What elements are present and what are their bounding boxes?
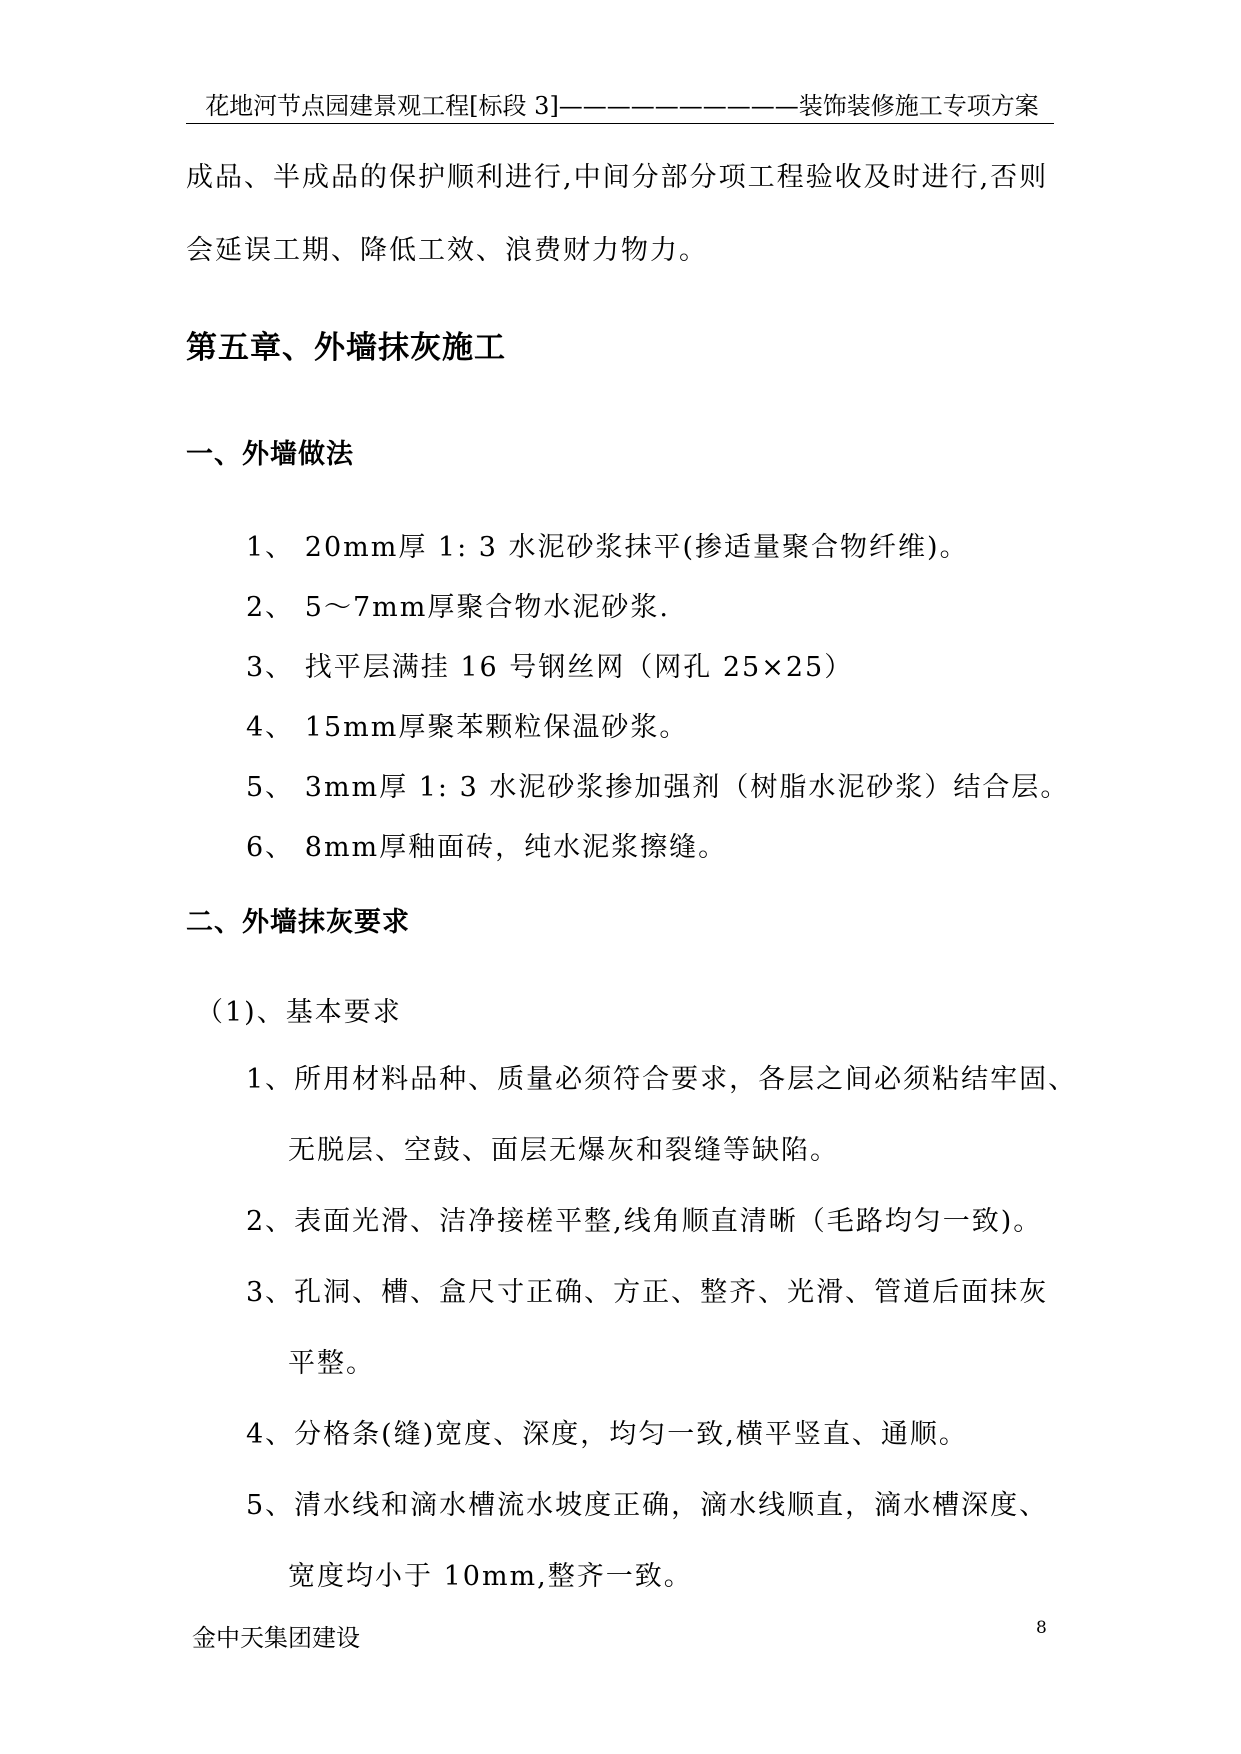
section-2-line: 无脱层、空鼓、面层无爆灰和裂缝等缺陷。 — [288, 1135, 839, 1166]
page-number: 8 — [1036, 1618, 1047, 1638]
section-2-line: 2、表面光滑、洁净接槎平整,线角顺直清晰（毛路均匀一致)。 — [246, 1206, 1043, 1237]
chapter-title: 第五章、外墙抹灰施工 — [186, 330, 506, 366]
section-1-item: 1、 20mm厚 1: 3 水泥砂浆抹平(掺适量聚合物纤维)。 — [246, 532, 969, 563]
header-rule — [186, 123, 1054, 124]
intro-line-2: 会延误工期、降低工效、浪费财力物力。 — [186, 235, 708, 266]
section-1-item: 4、 15mm厚聚苯颗粒保温砂浆。 — [246, 712, 689, 743]
section-1-title: 一、外墙做法 — [186, 439, 354, 470]
footer-company: 金中天集团建设 — [192, 1624, 360, 1652]
section-2-subtitle: （1)、基本要求 — [196, 997, 402, 1028]
section-2-line: 5、清水线和滴水槽流水坡度正确，滴水线顺直，滴水槽深度、 — [246, 1490, 1049, 1521]
section-1-item: 5、 3mm厚 1: 3 水泥砂浆掺加强剂（树脂水泥砂浆）结合层。 — [246, 772, 1070, 803]
section-2-line: 1、所用材料品种、质量必须符合要求，各层之间必须粘结牢固、 — [246, 1064, 1078, 1095]
section-1-item: 6、 8mm厚釉面砖，纯水泥浆擦缝。 — [246, 832, 728, 863]
section-2-title: 二、外墙抹灰要求 — [186, 907, 410, 938]
intro-line-1: 成品、半成品的保护顺利进行,中间分部分项工程验收及时进行,否则 — [186, 162, 1049, 193]
section-2-line: 宽度均小于 10mm,整齐一致。 — [288, 1561, 693, 1592]
section-2-line: 4、分格条(缝)宽度、深度，均匀一致,横平竖直、通顺。 — [246, 1419, 968, 1450]
section-2-line: 平整。 — [288, 1348, 375, 1379]
section-2-line: 3、孔洞、槽、盒尺寸正确、方正、整齐、光滑、管道后面抹灰 — [246, 1277, 1049, 1308]
page-header-title: 花地河节点园建景观工程[标段 3]——————————装饰装修施工专项方案 — [205, 92, 1039, 120]
section-1-item: 2、 5～7mm厚聚合物水泥砂浆. — [246, 592, 670, 623]
section-1-item: 3、 找平层满挂 16 号钢丝网（网孔 25×25） — [246, 652, 854, 683]
